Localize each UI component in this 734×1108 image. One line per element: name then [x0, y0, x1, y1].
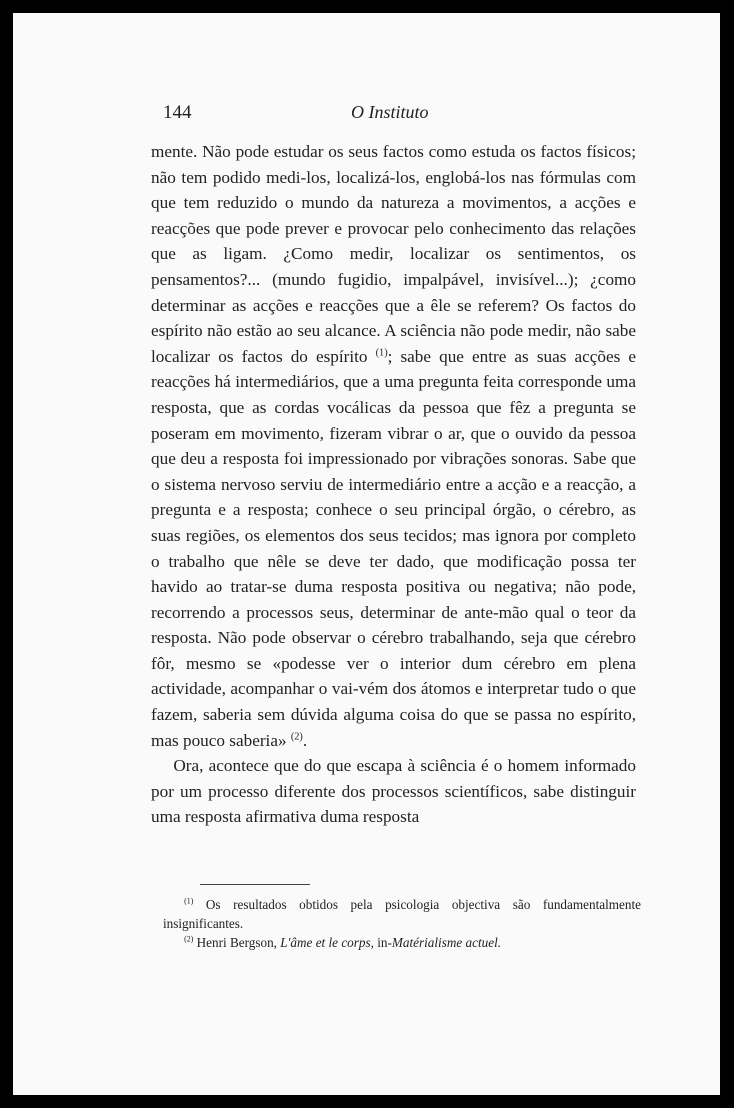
footnote-1 [163, 895, 641, 933]
paragraph-1-text-a: mente. Não pode estudar os seus factos como estuda os factos físicos; não tem podido medi-los, localizá-los, englobá-los nas fórmulas com que tem reduzido o mundo da natureza a movimentos, a acções e reacções que pode prever e provocar pelo conhecimento das relações que as ligam. ¿Como medir, localizar os sentimentos, os pensamentos?... (mundo fugidio, impalpável, invisível...); ¿como determinar as acções e reacções que a êle se referem? Os factos do espírito não estão ao seu alcance. A sciência não pode medir, não sabe localizar os factos do espírito [151, 142, 636, 366]
footnote-ref-2: (2) [290, 730, 303, 742]
footnote-2-middle: in- [373, 935, 392, 950]
footnote-1-text: Os resultados obtidos pela psicologia objectiva são fundamentalmente insignificantes. [163, 897, 641, 931]
paragraph-1-text-b: ; sabe que entre as suas acções e reacções há intermediários, que a uma pregunta feita corresponde uma resposta, que as cordas vocálicas da pessoa que fêz a pregunta se poseram em movimento, fizeram vibrar o ar, que o ouvido da pessoa que deu a resposta foi impressionado por vibrações sonoras. Sabe que o sistema nervoso serviu de intermediário entre a acção e a reacção, a pregunta e a resposta; conhece o seu principal órgão, o cérebro, as suas regiões, os elementos dos seus tecidos; mas ignora por completo o trabalho que nêle se deve ter dado, que modificação possa ter havido ao tratar-se duma resposta positiva ou negativa; não pode, recorrendo a processos seus, determinar de ante-mão qual o teor da resposta. Não pode observar o cérebro trabalhando, seja que cérebro fôr, mesmo se «podesse ver o interior dum cérebro em plena actividade, acompanhar o vai-vém dos átomos e interpretar tudo o que fazem, saberia sem dúvida alguma coisa do que se passa no espírito, mas pouco saberia» [151, 346, 636, 750]
footnote-1-mark: (1) [184, 896, 194, 906]
paragraph-1-text-c: . [302, 730, 308, 750]
footnotes [163, 895, 641, 952]
book-page [13, 13, 720, 1095]
paragraph-2: Ora, acontece que do que escapa à sciência é o homem informado por um processo diferente dos processos scientíficos, sabe distinguir uma resposta afirmativa duma resposta [151, 756, 636, 827]
footnote-2-title: L'âme et le corps, [280, 935, 374, 950]
page-header [151, 102, 641, 126]
footnote-2-series: Matérialisme actuel. [391, 935, 502, 950]
footnote-divider [200, 884, 310, 885]
paragraph-1 [151, 139, 636, 753]
body-text [151, 139, 636, 830]
footnote-2-mark: (2) [184, 934, 194, 944]
footnote-2 [163, 933, 641, 952]
page-number: 144 [163, 102, 192, 123]
running-title: O Instituto [351, 102, 429, 122]
footnote-2-author: Henri Bergson, [193, 935, 281, 950]
footnote-ref-1: (1) [375, 347, 388, 359]
